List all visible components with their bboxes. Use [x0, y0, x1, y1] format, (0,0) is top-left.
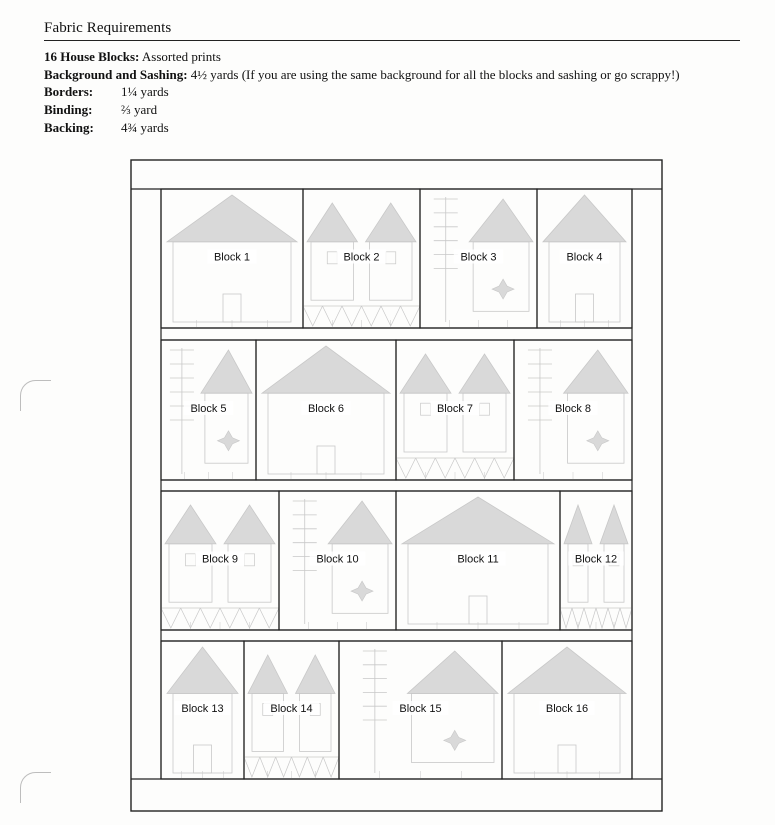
quilt-block: [502, 641, 632, 779]
star-shape: [217, 431, 239, 451]
window-shape: [480, 403, 490, 415]
quilt-block: [537, 189, 632, 328]
roof-shape: [328, 501, 392, 544]
block-label: Block 12: [574, 553, 618, 566]
quilt-blocks: [161, 189, 632, 779]
door-shape: [558, 745, 576, 773]
roof-shape: [167, 647, 238, 693]
requirement-value: ⅔ yard: [121, 102, 158, 117]
band-triangle: [220, 608, 240, 628]
roof-shape: [600, 505, 628, 544]
band-triangle: [401, 306, 421, 326]
page-heading: Fabric Requirements: [44, 20, 172, 36]
band-triangle: [342, 306, 362, 326]
roof-shape: [296, 655, 336, 693]
requirement-value: 1¼ yards: [121, 84, 169, 99]
band-triangle: [620, 608, 632, 628]
quilt-block: [396, 340, 514, 480]
quilt-block: [514, 340, 632, 480]
door-shape: [317, 446, 335, 474]
band-triangle: [244, 757, 260, 777]
quilt-block: [161, 491, 279, 630]
block-label: Block 3: [460, 251, 497, 264]
roof-shape: [402, 497, 554, 544]
block-label: Block 16: [545, 703, 589, 715]
roof-shape: [165, 505, 216, 544]
block-label: Block 7: [436, 403, 474, 415]
window-shape: [186, 554, 196, 566]
star-shape: [351, 581, 373, 601]
band-triangle: [161, 608, 181, 628]
block-label: Block 11: [457, 553, 499, 566]
quilt-block: [339, 641, 502, 779]
band-triangle: [396, 458, 416, 478]
roof-shape: [459, 354, 510, 393]
block-label: Block 13: [181, 703, 224, 715]
band-triangle: [494, 458, 514, 478]
block-label: Block 1: [213, 251, 251, 264]
roof-shape: [167, 195, 297, 242]
band-triangle: [323, 757, 339, 777]
roof-shape: [201, 350, 252, 393]
quilt-block: [256, 340, 396, 480]
roof-shape: [564, 350, 628, 393]
band-triangle: [200, 608, 220, 628]
quilt-block: [279, 491, 396, 630]
requirement-label: 16 House Blocks:: [44, 49, 140, 64]
band-triangle: [303, 306, 323, 326]
requirement-label: Borders:: [44, 84, 94, 99]
requirement-value: 4¾ yards: [121, 120, 169, 135]
block-label: Block 15: [399, 703, 442, 715]
band-triangle: [435, 458, 455, 478]
quilt-block: [161, 340, 256, 480]
roof-shape: [366, 203, 417, 242]
requirement-value: 4½ yards (If you are using the same background for all the blocks and sashing or go scrappy!): [190, 67, 680, 82]
block-label: Block 4: [566, 251, 603, 264]
window-shape: [245, 554, 255, 566]
quilt-block: [420, 189, 537, 328]
quilt-block: [161, 641, 244, 779]
block-label: Block 10: [316, 553, 359, 566]
band-triangle: [596, 608, 608, 628]
window-shape: [386, 252, 396, 264]
band-triangle: [362, 306, 382, 326]
quilt-block: [560, 491, 632, 630]
block-label: Block 8: [554, 403, 592, 415]
star-shape: [444, 730, 466, 750]
block-label: Block 2: [343, 251, 380, 264]
roof-shape: [543, 195, 626, 242]
block-label: Block 14: [270, 703, 313, 715]
block-label: Block 9: [201, 553, 239, 566]
roof-shape: [262, 346, 390, 393]
window-shape: [327, 252, 337, 264]
quilt-block: [396, 491, 560, 630]
requirement-label: Binding:: [44, 102, 93, 117]
roof-shape: [407, 651, 498, 693]
roof-shape: [307, 203, 358, 242]
band-triangle: [292, 757, 308, 777]
roof-shape: [564, 505, 592, 544]
roof-shape: [248, 655, 288, 693]
star-shape: [587, 431, 609, 451]
quilt-block: [161, 189, 303, 328]
requirement-label: Backing:: [44, 120, 94, 135]
requirement-value: Assorted prints: [141, 49, 221, 64]
roof-shape: [508, 647, 626, 693]
block-label: Block 6: [307, 403, 345, 415]
band-triangle: [276, 757, 292, 777]
roof-shape: [469, 199, 533, 242]
block-label: Block 5: [190, 403, 227, 415]
band-triangle: [455, 458, 475, 478]
band-triangle: [560, 608, 572, 628]
band-triangle: [259, 608, 279, 628]
door-shape: [223, 294, 241, 322]
star-shape: [492, 279, 514, 299]
door-shape: [469, 596, 487, 624]
window-shape: [421, 403, 431, 415]
quilt-block: [303, 189, 420, 328]
band-triangle: [584, 608, 596, 628]
roof-shape: [224, 505, 275, 544]
door-shape: [576, 294, 594, 322]
requirement-label: Background and Sashing:: [44, 67, 188, 82]
door-shape: [194, 745, 212, 773]
roof-shape: [400, 354, 451, 393]
quilt-block: [244, 641, 339, 779]
